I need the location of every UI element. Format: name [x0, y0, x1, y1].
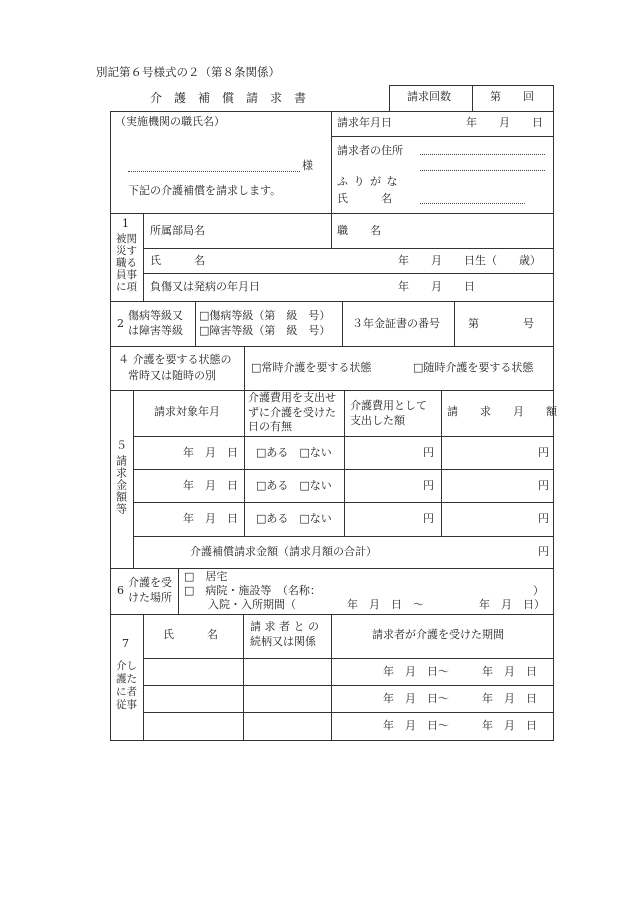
col-spent-line1: 介護費用として — [350, 399, 427, 412]
sama-label: 様 — [302, 159, 313, 172]
injury-date-label: 負傷又は発病の年月日 — [150, 280, 260, 293]
agency-label: （実施機関の職氏名） — [115, 115, 225, 128]
col-free-care-line3: 日の有無 — [248, 420, 292, 433]
admission-period-value[interactable]: 年 月 日 ～ 年 月 日） — [347, 598, 545, 611]
sec2-number: 2 — [117, 317, 124, 330]
sec5-vertical-label: 請求金額等 — [114, 455, 128, 515]
employee-name-label: 氏 名 — [150, 254, 205, 267]
injury-date-value[interactable]: 年 月 日 — [398, 280, 475, 293]
sec4-label-line1: ４ 介護を要する状態の — [118, 353, 232, 366]
agency-name-field[interactable] — [128, 171, 300, 172]
total-claim-label: 介護補償請求金額（請求月額の合計） — [190, 545, 377, 558]
sec7-vertical-label: 介し 護た に者 従事 — [116, 660, 137, 711]
sec5-number: ５ — [116, 439, 127, 452]
requester-name-label: 氏 名 — [337, 192, 392, 205]
requester-name-field[interactable] — [420, 203, 525, 204]
col-free-care-line2: ずに介護を受けた — [248, 406, 336, 419]
birth-date-value[interactable]: 年 月 日生（ 歳） — [398, 254, 541, 267]
sec4-label-line2: 常時又は随時の別 — [128, 369, 216, 382]
illness-grade-checkbox[interactable]: □傷病等級（第 級 号） — [199, 309, 331, 322]
job-label: 職 名 — [337, 224, 381, 237]
pension-cert-label: ３年金証書の番号 — [352, 317, 440, 330]
relationship-header-line2: 続柄又は関係 — [250, 635, 316, 648]
col-free-care-line1: 介護費用を支出せ — [248, 391, 336, 404]
sec7-number: 7 — [122, 637, 129, 650]
facility-name-close: ） — [533, 584, 544, 597]
sec6-number: 6 — [117, 584, 124, 597]
request-count-label: 請求回数 — [407, 90, 451, 103]
request-date-value[interactable]: 年 月 日 — [466, 116, 543, 129]
sometimes-care-checkbox[interactable]: □随時介護を要する状態 — [413, 361, 534, 374]
caregiver-name-header: 氏 名 — [163, 628, 218, 641]
admission-period-label: 入院・入所期間（ — [208, 598, 296, 611]
relationship-header-line1: 請 求 者 と の — [250, 620, 319, 633]
address-field-2[interactable] — [420, 170, 545, 171]
request-date-label: 請求年月日 — [337, 116, 392, 129]
home-checkbox[interactable]: □ 居宅 — [184, 570, 228, 583]
sec6-label-line2: けた場所 — [128, 591, 172, 604]
col-spent-line2: 支出した額 — [350, 414, 405, 427]
declaration-text: 下記の介護補償を請求します。 — [128, 184, 282, 197]
always-care-checkbox[interactable]: □常時介護を要する状態 — [251, 361, 372, 374]
address-label: 請求者の住所 — [337, 144, 403, 157]
total-claim-unit[interactable]: 円 — [538, 545, 549, 558]
sec1-number: 1 — [122, 217, 129, 230]
sec2-label-line1: 傷病等級又 — [128, 309, 183, 322]
furigana-label: ふ り が な — [337, 175, 399, 188]
form-title: 介 護 補 償 請 求 書 — [150, 91, 307, 105]
pension-cert-value[interactable]: 第 号 — [468, 317, 534, 330]
form-reference: 別記第６号様式の２（第８条関係） — [96, 65, 280, 79]
request-count-value[interactable]: 第 回 — [490, 90, 534, 103]
sec1-vertical-label: 被関 災す 職る 員事 に項 — [116, 233, 137, 293]
dept-label: 所属部局名 — [150, 224, 205, 237]
sec2-label-line2: は障害等級 — [128, 324, 183, 337]
address-field-1[interactable] — [420, 154, 545, 155]
sec6-label-line1: 介護を受 — [128, 576, 172, 589]
disability-grade-checkbox[interactable]: □障害等級（第 級 号） — [199, 324, 331, 337]
col-claim-amount: 請 求 月 額 — [447, 405, 557, 418]
hospital-checkbox[interactable]: □ 病院・施設等 （名称： — [184, 584, 321, 597]
col-target-month: 請求対象年月 — [154, 405, 220, 418]
care-period-header: 請求者が介護を受けた期間 — [372, 628, 504, 641]
